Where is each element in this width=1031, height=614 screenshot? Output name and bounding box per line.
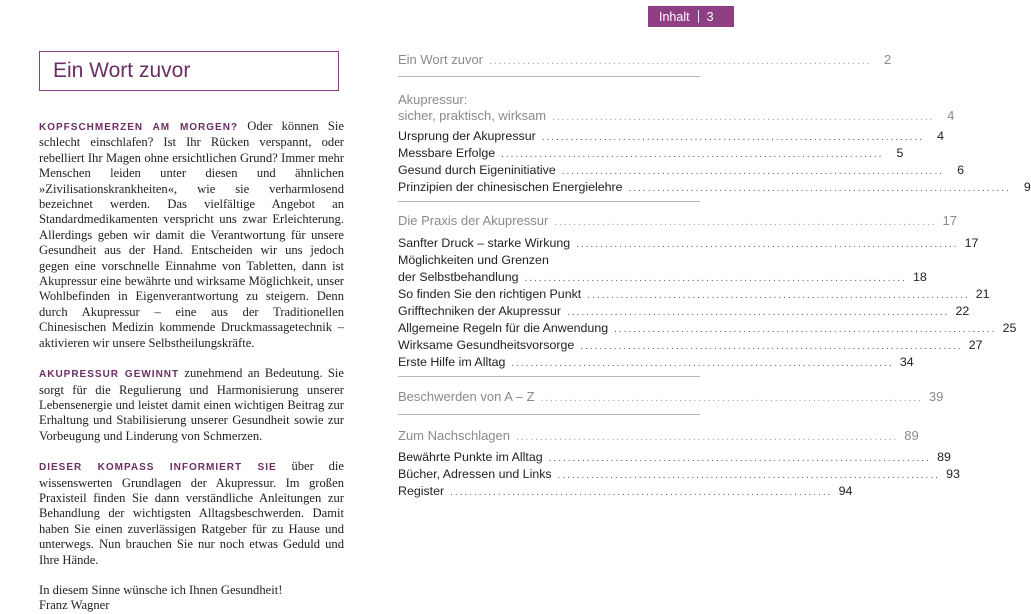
toc-entry[interactable] <box>398 270 927 284</box>
section-tab <box>648 6 734 27</box>
toc-entry[interactable] <box>398 304 970 318</box>
toc-dot-leader: ................................................................................ <box>567 307 950 318</box>
toc-entry[interactable] <box>398 467 960 481</box>
section-divider <box>398 201 700 202</box>
paragraph-body: Oder können Sie schlecht einschlafen? Ist Ihr Rücken verspannt, oder rebelliert Ihr Magen ohne ersichtlichen Grund? Immer mehr Menschen leiden unter diesen und ähnlichen »Zivilisationskrankheiten«, wie sie verharmlosend bezeichnet werden. Das vielfältige Angebot an Standardmedikamenten verspricht uns zwar Erleichterung. Allerdings geben wir damit die Verantwortung für unsere Gesundheit aus der Hand. Entscheiden wir uns jedoch gegen eine vorschnelle Einnahme von Tabletten, dann ist Akupressur eine bewährte und wirksame Möglichkeit, unser Wohlbefinden in Eigenverantwortung zu steigern. Denn durch Akupressur – eine aus der Traditionellen Chinesischen Medizin kommende Druckmassagetechnik – aktivieren wir unsere Selbstheilungskräfte. <box>39 119 344 350</box>
toc-section-title: Beschwerden von A – Z <box>398 389 535 404</box>
toc-entry-title: Ursprung der Akupressur <box>398 129 536 143</box>
toc-dot-leader: ................................................................................ <box>501 149 884 160</box>
toc-page: 89 <box>904 428 919 443</box>
toc-entry[interactable] <box>398 321 1017 335</box>
toc-dot-leader: ................................................................................ <box>511 358 894 369</box>
toc-entry[interactable] <box>398 180 1031 194</box>
toc-entry[interactable] <box>398 213 958 228</box>
intro-paragraph-3 <box>39 459 344 568</box>
intro-paragraph-1 <box>39 119 344 351</box>
author-name: Franz Wagner <box>39 598 110 613</box>
toc-entry-title: Messbare Erfolge <box>398 146 496 160</box>
toc-dot-leader: ................................................................................ <box>587 290 970 301</box>
toc-dot-leader: ................................................................................ <box>561 166 944 177</box>
closing-lines <box>39 583 344 614</box>
toc-dot-leader: ................................................................................ <box>524 273 907 284</box>
tab-divider <box>698 10 699 23</box>
toc-entry[interactable] <box>398 484 853 498</box>
page-title: Ein Wort zuvor <box>39 51 339 91</box>
intro-text <box>39 119 344 614</box>
toc-entry[interactable] <box>398 428 919 443</box>
closing-greeting: In diesem Sinne wünsche ich Ihnen Gesundheit! <box>39 582 283 597</box>
toc-dot-leader: ................................................................................ <box>548 453 931 464</box>
toc-dot-leader: ................................................................................ <box>580 341 963 352</box>
toc-section-title: Akupressur: <box>398 92 468 107</box>
toc-entry[interactable] <box>398 129 945 143</box>
paragraph-lead: KOPFSCHMERZEN AM MORGEN? <box>39 122 239 133</box>
toc-page: 94 <box>838 484 853 498</box>
toc-dot-leader: ................................................................................ <box>576 239 959 250</box>
toc-entry-title: Allgemeine Regeln für die Anwendung <box>398 321 609 335</box>
toc-dot-leader: ................................................................................ <box>552 112 935 123</box>
toc-entry-title: Grifftechniken der Akupressur <box>398 304 561 318</box>
toc-entry[interactable] <box>398 355 914 369</box>
page-number: 3 <box>706 9 714 24</box>
toc-page: 89 <box>937 450 951 464</box>
section-divider <box>398 414 700 415</box>
toc-entry[interactable] <box>398 108 955 123</box>
toc-section-title: Ein Wort zuvor <box>398 52 484 67</box>
toc-entry[interactable] <box>398 450 951 464</box>
toc-entry[interactable] <box>398 389 944 404</box>
toc-page: 39 <box>928 389 944 404</box>
paragraph-body: zunehmend an Bedeutung. Sie sorgt für die Regulierung und Harmonisierung unserer Lebensenergie und leistet damit einen wichtigen Beitrag zur Erhaltung und Stabilisierung unserer Gesundheit sowie zur Vorbeugung und Linderung von Schmerzen. <box>39 366 344 443</box>
toc-page: 2 <box>884 52 892 67</box>
toc-entry[interactable] <box>398 146 904 160</box>
toc-entry-title: Erste Hilfe im Alltag <box>398 355 506 369</box>
toc-entry-title: Register <box>398 484 445 498</box>
toc-dot-leader: ................................................................................ <box>450 487 833 498</box>
toc-page: 9 <box>1023 180 1031 194</box>
toc-dot-leader: ................................................................................ <box>554 217 937 228</box>
toc-section-title: Die Praxis der Akupressur <box>398 213 549 228</box>
toc-dot-leader: ................................................................................ <box>489 56 872 67</box>
toc-dot-leader: ................................................................................ <box>540 393 923 404</box>
paragraph-lead: AKUPRESSUR GEWINNT <box>39 369 180 381</box>
toc-entry[interactable] <box>398 236 979 250</box>
toc-page: 4 <box>947 108 955 123</box>
paragraph-lead: DIESER KOMPASS INFORMIERT SIE <box>39 462 277 474</box>
toc-page: 21 <box>975 287 990 301</box>
toc-entry-title: Bewährte Punkte im Alltag <box>398 450 543 464</box>
toc-entry[interactable] <box>398 163 964 177</box>
toc-entry-title: Wirksame Gesundheitsvorsorge <box>398 338 575 352</box>
toc-page: 25 <box>1002 321 1017 335</box>
toc-section-title: sicher, praktisch, wirksam <box>398 108 547 123</box>
toc-page: 34 <box>899 355 914 369</box>
toc-page: 17 <box>964 236 979 250</box>
toc-entry-title: der Selbstbehandlung <box>398 270 519 284</box>
intro-paragraph-2 <box>39 366 344 444</box>
toc-entry-title: Bücher, Adressen und Links <box>398 467 552 481</box>
toc-page: 4 <box>937 129 945 143</box>
toc-entry[interactable] <box>398 338 983 352</box>
toc-page: 93 <box>946 467 960 481</box>
toc-entry-title: Möglichkeiten und Grenzen <box>398 253 549 267</box>
toc-entry-title: So finden Sie den richtigen Punkt <box>398 287 582 301</box>
toc-entry-title: Sanfter Druck – starke Wirkung <box>398 236 571 250</box>
toc-entry-title: Gesund durch Eigeninitiative <box>398 163 556 177</box>
section-divider <box>398 76 700 77</box>
toc-entry[interactable] <box>398 52 892 67</box>
toc-dot-leader: ................................................................................ <box>516 432 899 443</box>
paragraph-body: über die wissenswerten Grundlagen der Akupressur. Im großen Praxisteil finden Sie dann verständliche Anleitungen zur Behandlung der wichtigsten Alltagsbeschwerden. Damit haben Sie einen zuverlässigen Ratgeber für zu Hause und unterwegs. Nun brauchen Sie nur noch etwas Geduld und Ihre Hände. <box>39 459 344 567</box>
section-label: Inhalt <box>659 9 690 24</box>
toc-dot-leader: ................................................................................ <box>541 132 925 143</box>
toc-page: 27 <box>968 338 983 352</box>
toc-section-title: Zum Nachschlagen <box>398 428 510 443</box>
toc-page: 6 <box>957 163 964 177</box>
toc-page: 22 <box>955 304 970 318</box>
toc-page: 5 <box>896 146 904 160</box>
toc-page: 17 <box>942 213 958 228</box>
section-divider <box>398 376 700 377</box>
toc-dot-leader: ................................................................................ <box>628 183 1011 194</box>
toc-dot-leader: ................................................................................ <box>557 470 940 481</box>
toc-page: 18 <box>913 270 927 284</box>
toc-entry-title: Prinzipien der chinesischen Energielehre <box>398 180 623 194</box>
toc-entry[interactable] <box>398 287 990 301</box>
toc-dot-leader: ................................................................................ <box>614 324 997 335</box>
